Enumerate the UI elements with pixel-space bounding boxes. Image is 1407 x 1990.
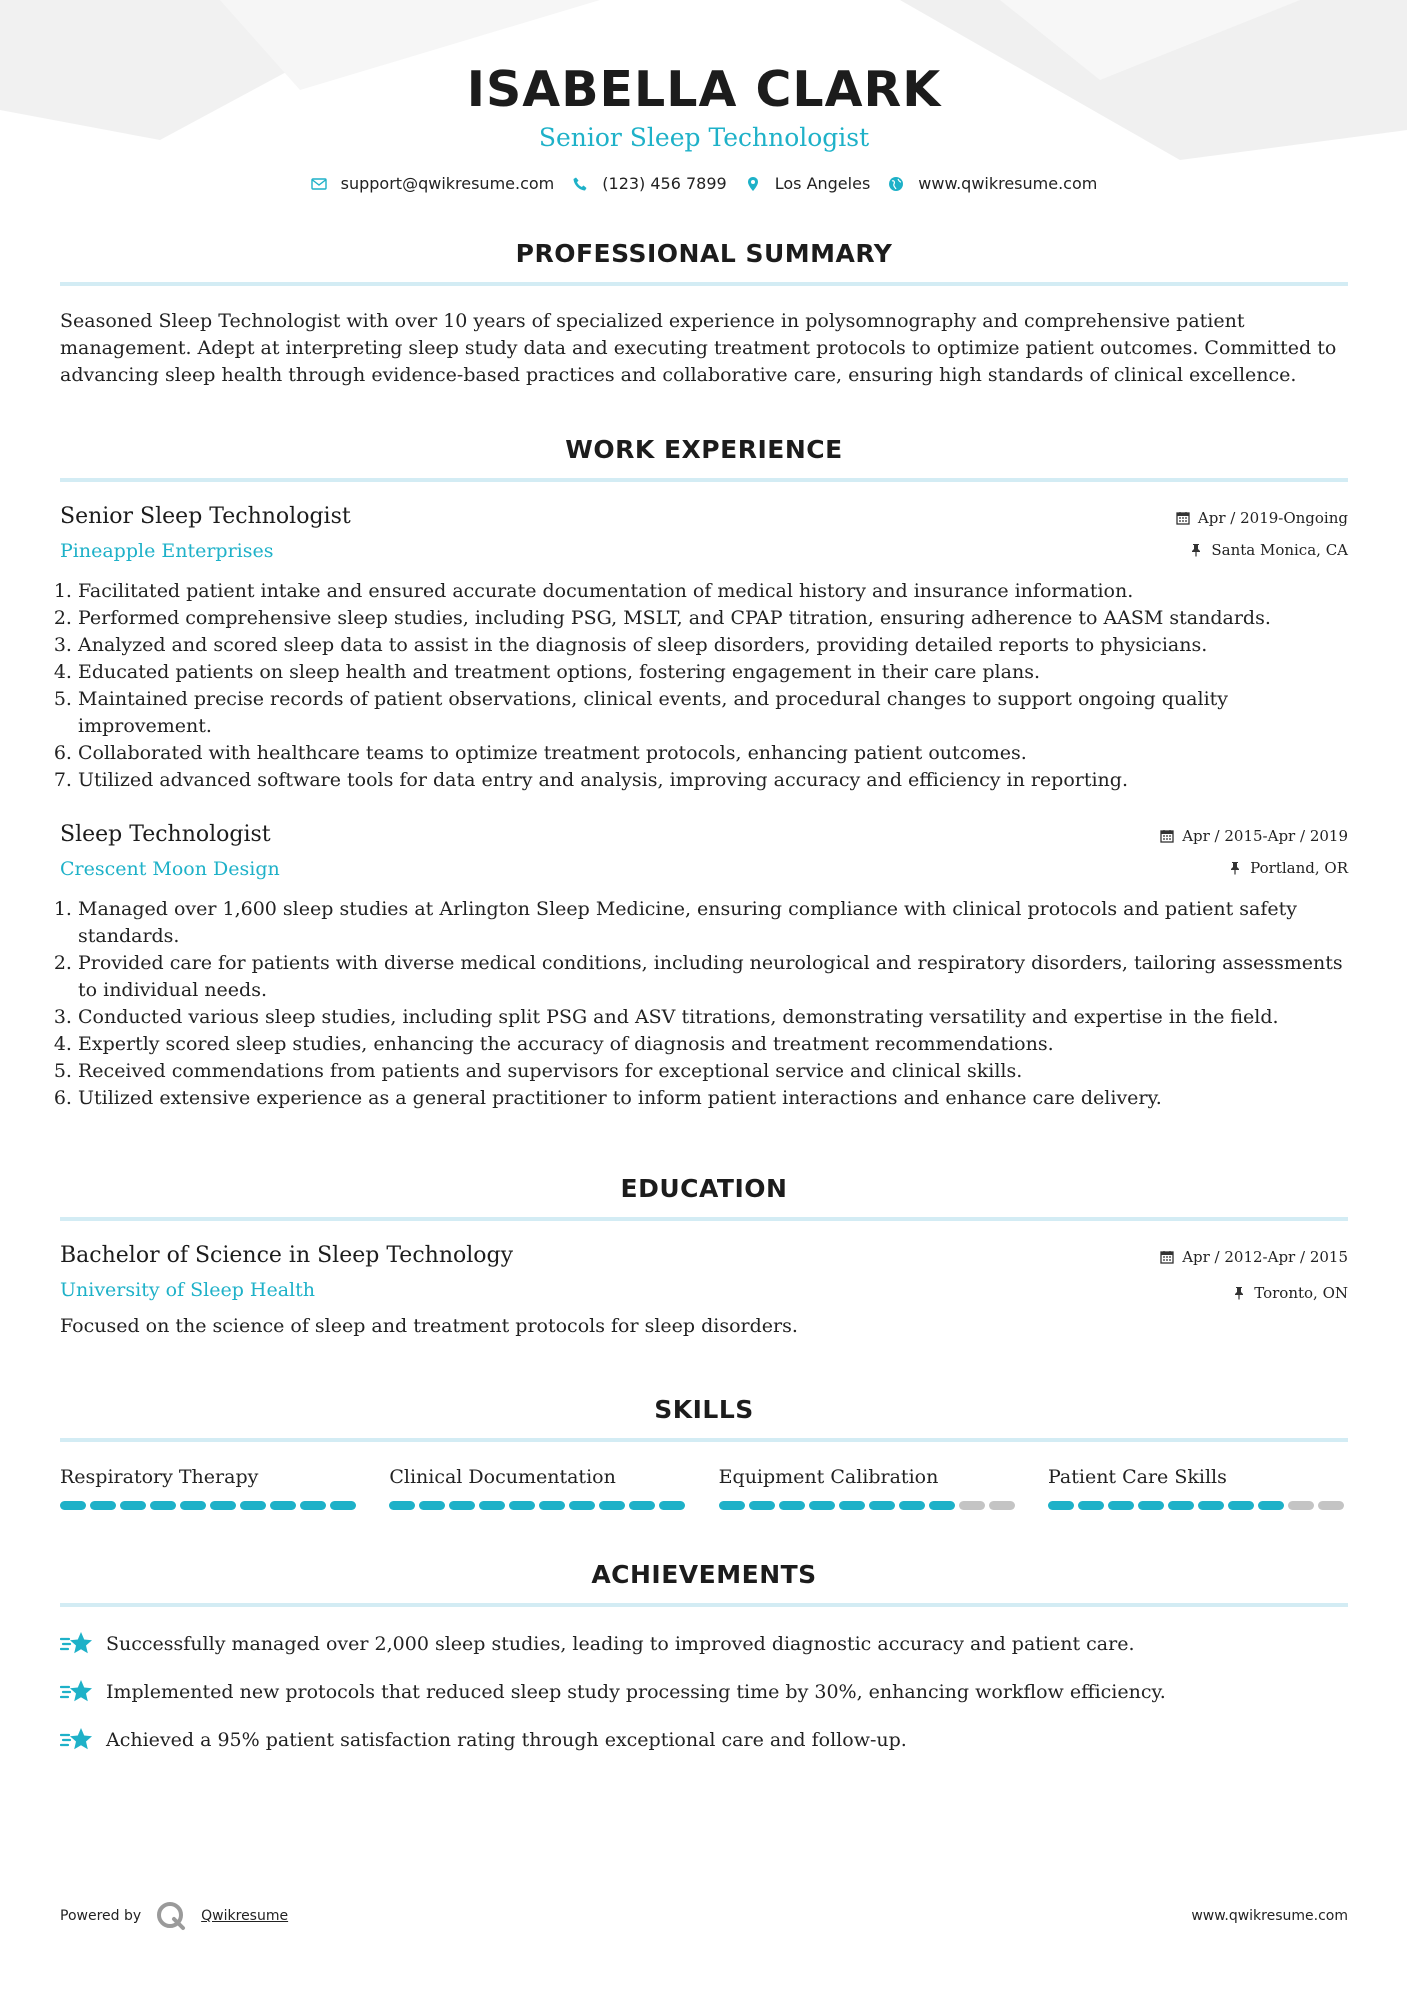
section-divider [60,282,1348,286]
list-item: 2. Performed comprehensive sleep studies, including PSG, MSLT, and CPAP titration, ensuring adherence to AASM standards. [78,605,1348,632]
star-icon [60,1629,94,1659]
star-icon [60,1677,94,1707]
achievements-heading: ACHIEVEMENTS [591,1560,817,1589]
skill-segment-filled [1078,1501,1104,1510]
skill-segment-filled [1198,1501,1224,1510]
contact-email[interactable] [311,174,555,193]
skill-segment-filled [180,1501,206,1510]
brand-link[interactable]: Qwikresume [201,1908,289,1924]
skill-level-bar [1048,1501,1348,1510]
skill-segment-filled [1048,1501,1074,1510]
skill-segment-filled [509,1501,535,1510]
pushpin-icon [1189,543,1203,557]
skills-heading: SKILLS [654,1395,754,1424]
pushpin-icon [1228,861,1242,875]
candidate-name: ISABELLA CLARK [466,61,942,118]
skill-segment-filled [90,1501,116,1510]
skill-segment-empty [1288,1501,1314,1510]
phone-icon [572,176,588,192]
skill-segment-filled [569,1501,595,1510]
skill-segment-filled [809,1501,835,1510]
summary-heading: PROFESSIONAL SUMMARY [515,239,893,268]
skill-level-bar [389,1501,689,1510]
skill-item [719,1464,1019,1510]
skill-name: Patient Care Skills [1047,1466,1227,1488]
skill-name: Clinical Documentation [389,1466,616,1488]
skill-segment-filled [929,1501,955,1510]
skill-segment-filled [150,1501,176,1510]
location-text: Los Angeles [774,174,871,193]
list-item: 4. Educated patients on sleep health and treatment options, fostering engagement in their care plans. [78,659,1348,686]
skill-name: Respiratory Therapy [60,1466,259,1488]
skill-segment-filled [1108,1501,1134,1510]
skill-segment-filled [599,1501,625,1510]
contact-bar [60,174,1348,193]
skill-segment-filled [60,1501,86,1510]
candidate-title: Senior Sleep Technologist [538,123,870,152]
achievement-item [60,1725,1348,1755]
skill-segment-filled [120,1501,146,1510]
job-role: Senior Sleep Technologist [60,504,351,529]
experience-section [60,435,1348,1112]
achievement-item [60,1677,1348,1707]
skills-section [60,1395,1348,1510]
job-entry [60,502,1348,794]
skill-segment-filled [629,1501,655,1510]
job-location: Santa Monica, CA [1211,541,1348,559]
website-text: www.qwikresume.com [918,174,1098,193]
star-icon [60,1725,94,1755]
list-item: 1. Managed over 1,600 sleep studies at Arlington Sleep Medicine, ensuring compliance with clinical protocols and patient safety standards. [78,896,1348,950]
skill-segment-filled [1168,1501,1194,1510]
job-dates: Apr / 2015-Apr / 2019 [1182,827,1348,845]
skill-segment-filled [539,1501,565,1510]
globe-icon [888,176,904,192]
skill-segment-filled [779,1501,805,1510]
skill-segment-filled [419,1501,445,1510]
resume-page [60,0,1348,1773]
job-duties [60,896,1348,1112]
skill-segment-filled [1258,1501,1284,1510]
achievements-list [60,1629,1348,1755]
email-text: support@qwikresume.com [340,174,555,193]
degree-title: Bachelor of Science in Sleep Technology [60,1243,514,1268]
skill-item [1048,1464,1348,1510]
pushpin-icon [1232,1286,1246,1300]
skill-item [389,1464,689,1510]
job-company: Crescent Moon Design [60,858,280,880]
list-item: 6. Utilized extensive experience as a general practitioner to inform patient interactions and enhance care delivery. [78,1085,1348,1112]
skill-segment-filled [659,1501,685,1510]
skill-level-bar [719,1501,1019,1510]
skill-segment-filled [240,1501,266,1510]
skill-segment-filled [449,1501,475,1510]
education-dates: Apr / 2012-Apr / 2015 [1182,1248,1348,1266]
skill-segment-filled [899,1501,925,1510]
summary-section [60,239,1348,389]
phone-text: (123) 456 7899 [602,174,727,193]
skills-list [60,1464,1348,1510]
job-company: Pineapple Enterprises [60,540,274,562]
experience-heading: WORK EXPERIENCE [565,435,843,464]
list-item: 7. Utilized advanced software tools for data entry and analysis, improving accuracy and efficiency in reporting. [78,767,1348,794]
achievement-text: Implemented new protocols that reduced sleep study processing time by 30%, enhancing workflow efficiency. [106,1681,1166,1703]
skill-segment-empty [989,1501,1015,1510]
job-entry [60,820,1348,1112]
achievements-section [60,1560,1348,1755]
calendar-icon [1176,511,1190,525]
education-section [60,1174,1348,1339]
map-pin-icon [745,176,761,192]
skill-level-bar [60,1501,360,1510]
list-item: 6. Collaborated with healthcare teams to optimize treatment protocols, enhancing patient outcomes. [78,740,1348,767]
skill-segment-filled [869,1501,895,1510]
job-location: Portland, OR [1250,859,1348,877]
skill-segment-filled [300,1501,326,1510]
section-divider [60,1603,1348,1607]
qwikresume-logo-icon [155,1900,187,1932]
skill-segment-filled [389,1501,415,1510]
envelope-icon [311,176,327,192]
list-item: 4. Expertly scored sleep studies, enhancing the accuracy of diagnosis and treatment recommendations. [78,1031,1348,1058]
list-item: 2. Provided care for patients with diverse medical conditions, including neurological and respiratory disorders, tailoring assessments to individual needs. [78,950,1348,1004]
resume-header [60,0,1348,193]
list-item: 3. Analyzed and scored sleep data to assist in the diagnosis of sleep disorders, providing detailed reports to physicians. [78,632,1348,659]
powered-by-label: Powered by [60,1908,142,1924]
summary-text: Seasoned Sleep Technologist with over 10 years of specialized experience in polysomnography and comprehensive patient management. Adept at interpreting sleep study data and executing treatment protocols to optimize patient outcomes. Committed to advancing sleep health through evidence-based practices and collaborative care, ensuring high standards of clinical excellence. [60,310,1337,386]
list-item: 5. Maintained precise records of patient observations, clinical events, and procedural changes to support ongoing quality improvement. [78,686,1348,740]
school-name: University of Sleep Health [60,1279,316,1301]
education-description: Focused on the science of sleep and treatment protocols for sleep disorders. [60,1315,798,1337]
skill-segment-filled [1138,1501,1164,1510]
list-item: 5. Received commendations from patients and supervisors for exceptional service and clinical skills. [78,1058,1348,1085]
list-item: 1. Facilitated patient intake and ensured accurate documentation of medical history and insurance information. [78,578,1348,605]
list-item: 3. Conducted various sleep studies, including split PSG and ASV titrations, demonstrating versatility and expertise in the field. [78,1004,1348,1031]
achievement-text: Successfully managed over 2,000 sleep studies, leading to improved diagnostic accuracy and patient care. [106,1633,1135,1655]
contact-location [745,174,871,193]
contact-phone[interactable] [572,174,726,193]
job-dates: Apr / 2019-Ongoing [1197,509,1348,527]
skill-name: Equipment Calibration [718,1466,939,1488]
skill-segment-filled [479,1501,505,1510]
page-footer [60,1900,1348,1932]
skill-segment-filled [210,1501,236,1510]
skill-segment-filled [749,1501,775,1510]
section-divider [60,1217,1348,1221]
footer-url-link[interactable]: www.qwikresume.com [1191,1908,1348,1924]
achievement-item [60,1629,1348,1659]
skill-segment-filled [839,1501,865,1510]
skill-item [60,1464,360,1510]
job-role: Sleep Technologist [60,822,271,847]
skill-segment-empty [959,1501,985,1510]
education-heading: EDUCATION [620,1174,788,1203]
education-location: Toronto, ON [1254,1284,1348,1302]
section-divider [60,1438,1348,1442]
skill-segment-filled [270,1501,296,1510]
skill-segment-filled [719,1501,745,1510]
achievement-text: Achieved a 95% patient satisfaction rating through exceptional care and follow-up. [106,1729,907,1751]
education-entry [60,1241,1348,1339]
skill-segment-filled [1228,1501,1254,1510]
section-divider [60,478,1348,482]
calendar-icon [1160,1250,1174,1264]
calendar-icon [1160,829,1174,843]
skill-segment-filled [330,1501,356,1510]
job-duties [60,578,1348,794]
contact-website[interactable] [888,174,1097,193]
skill-segment-empty [1318,1501,1344,1510]
